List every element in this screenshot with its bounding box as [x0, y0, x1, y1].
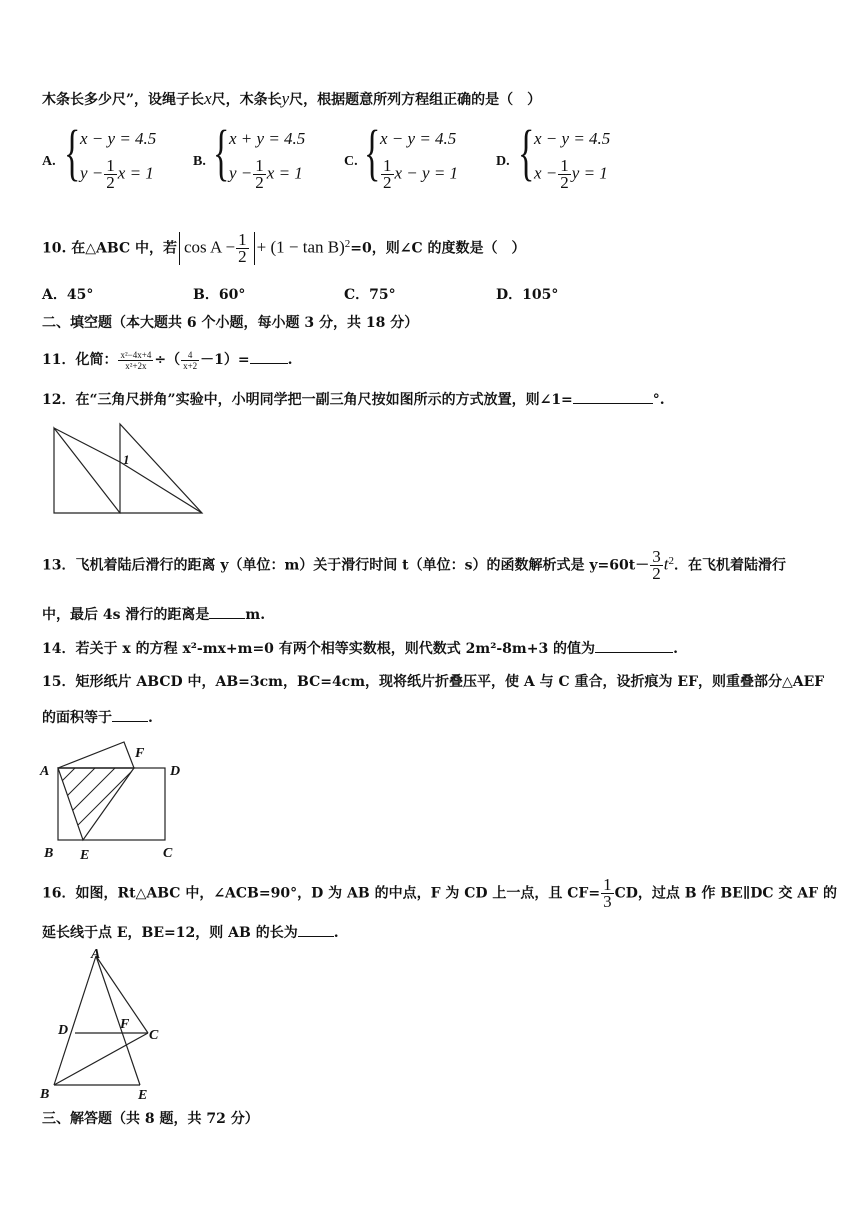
q16-point-b: B — [40, 1087, 50, 1102]
q9-option-a-brace: { — [64, 119, 81, 187]
q10-square: 2 — [344, 238, 351, 250]
q9-stem — [42, 90, 541, 109]
q9-option-c-frac-den: 2 — [383, 173, 392, 192]
q9-option-b-eq2 — [229, 158, 303, 191]
q9-option-d-eq1: x − y = 4.5 — [534, 129, 611, 148]
q11-frac1-num: x²−4x+4 — [120, 349, 152, 360]
q16-stem-line2 — [42, 922, 339, 942]
q10-stem — [42, 232, 525, 265]
q9-option-b-frac-den: 2 — [255, 173, 264, 192]
q9-stem-text: 木条长多少尺”，设绳子长 — [42, 92, 205, 108]
q13-t: t — [663, 554, 669, 574]
q15-point-f: F — [135, 746, 145, 761]
q10-option-b[interactable] — [193, 286, 245, 304]
q10-pre: 在△ABC 中，若 — [71, 240, 177, 257]
q11-frac2-num: 4 — [181, 350, 199, 361]
q14-number: 14． — [42, 641, 76, 657]
q11-pre: 化简： — [75, 352, 118, 368]
q10-option-c[interactable] — [344, 286, 396, 304]
q9-option-d-brace: { — [518, 119, 535, 187]
q13-line2-pre: 中，最后 4s 滑行的距离是 — [42, 607, 210, 623]
q15-line1: 矩形纸片 ABCD 中，AB=3cm，BC=4cm，现将纸片折叠压平，使 A 与 C 重合，设折痕为 EF，则重叠部分△AEF — [75, 674, 825, 690]
q13-stem-line1 — [42, 548, 786, 582]
q16-line1-post: CD，过点 B 作 BE∥DC 交 AF 的 — [614, 885, 837, 902]
q14-stem — [42, 638, 678, 658]
q11-frac2-den: x+2 — [183, 360, 198, 371]
q9-option-d-frac-num: 1 — [560, 156, 569, 175]
q12-angle-label: 1 — [123, 452, 130, 467]
q16-point-c: C — [149, 1028, 159, 1043]
section-3-heading: 三、解答题（共 8 题，共 72 分） — [42, 1111, 259, 1127]
q10-option-a[interactable] — [42, 286, 93, 304]
q16-end: . — [333, 925, 339, 941]
q11-stem — [42, 348, 293, 372]
q13-number: 13． — [42, 557, 76, 574]
q9-option-d-eq2-rhs: y = 1 — [571, 163, 608, 183]
q10-option-d-label: D． — [496, 287, 523, 303]
q14-end: . — [673, 641, 678, 657]
q16-line2-pre: 延长线于点 E，BE=12，则 AB 的长为 — [42, 925, 298, 941]
q9-mid2: 尺，根据题意所列方程组正确的是（ ） — [289, 92, 542, 108]
q15-overlap-triangle — [58, 768, 134, 840]
q10-plus-term: + (1 − tan B) — [256, 237, 345, 257]
q9-var-x: x — [204, 89, 212, 108]
q16-frac-num: 1 — [603, 875, 612, 894]
q13-square: 2 — [668, 555, 674, 567]
q14-text: 若关于 x 的方程 x²-mx+m=0 有两个相等实数根，则代数式 2m²-8m+3 的值为 — [75, 641, 596, 657]
q10-option-d-value: 105° — [522, 287, 559, 303]
q9-option-c-eq2 — [380, 158, 458, 191]
q10-option-a-label: A． — [42, 287, 67, 303]
q13-stem-line2 — [42, 604, 265, 624]
q12-triangle-figure — [50, 420, 210, 520]
q15-point-c: C — [163, 846, 173, 861]
q9-option-a-eq2 — [80, 158, 154, 191]
q15-point-a: A — [40, 764, 50, 779]
q16-point-d: D — [58, 1023, 69, 1038]
q15-point-e: E — [80, 848, 90, 863]
q15-point-d: D — [170, 764, 181, 779]
q15-number: 15． — [42, 674, 76, 690]
q11-number: 11． — [42, 352, 76, 368]
q11-div: ÷（ — [154, 352, 181, 368]
q9-option-b-eq2-lhs: y − — [229, 163, 253, 183]
q10-option-d[interactable] — [496, 286, 558, 304]
q10-option-c-value: 75° — [369, 287, 396, 303]
q16-frac-den: 3 — [603, 892, 612, 911]
q12-text: 在“三角尺拼角”实验中，小明同学把一副三角尺按如图所示的方式放置，则∠1= — [75, 392, 573, 408]
q9-option-a-frac-den: 2 — [106, 173, 115, 192]
q12-set-square-left — [54, 428, 120, 513]
q10-option-b-value: 60° — [218, 287, 246, 303]
q15-answer-blank[interactable] — [112, 707, 148, 722]
q11-end: . — [287, 352, 293, 368]
q9-option-c-frac-num: 1 — [383, 156, 392, 175]
q9-var-y: y — [281, 89, 290, 108]
q15-point-b: B — [44, 846, 54, 861]
q16-segment-ae — [96, 956, 140, 1085]
q10-frac-num: 1 — [238, 230, 247, 250]
q16-answer-blank[interactable] — [298, 922, 334, 937]
q10-number: 10. — [42, 240, 67, 257]
q15-line2-pre: 的面积等于 — [42, 710, 112, 726]
q13-frac-num: 3 — [652, 547, 661, 567]
q10-post: =0，则∠C 的度数是（ ） — [350, 240, 526, 257]
q9-option-a-eq1: x − y = 4.5 — [80, 129, 157, 148]
q9-option-d-frac-den: 2 — [560, 173, 569, 192]
q10-option-b-label: B． — [193, 287, 219, 303]
q12-left-hypotenuse — [54, 428, 120, 462]
q9-option-b-label: B. — [193, 154, 206, 169]
q15-rectangle-abcd — [58, 768, 165, 840]
q15-stem-line2 — [42, 707, 153, 727]
q9-option-c-brace: { — [364, 119, 381, 187]
q10-option-a-value: 45° — [66, 287, 94, 303]
q12-set-square-right — [120, 424, 202, 513]
q9-option-a-eq2-rhs: x = 1 — [117, 163, 154, 183]
q10-cos: cos A − — [183, 237, 236, 257]
q9-option-b-eq2-rhs: x = 1 — [266, 163, 303, 183]
q9-mid1: 尺，木条长 — [211, 92, 282, 108]
q16-point-e: E — [138, 1088, 148, 1103]
q13-answer-blank[interactable] — [209, 604, 245, 619]
q15-end: . — [148, 710, 153, 726]
q13-frac-den: 2 — [652, 564, 661, 584]
q16-point-a: A — [91, 947, 101, 962]
q16-point-f: F — [120, 1017, 130, 1032]
q10-option-c-label: C． — [344, 287, 370, 303]
q15-folded-flap — [58, 742, 134, 768]
section-2-heading: 二、填空题（本大题共 6 个小题，每小题 3 分，共 18 分） — [42, 315, 419, 331]
q15-stem-line1 — [42, 673, 824, 691]
q12-end: °. — [652, 392, 665, 408]
q12-answer-blank[interactable] — [573, 389, 653, 404]
q9-option-d-eq2 — [534, 158, 608, 191]
q9-option-c-eq1: x − y = 4.5 — [380, 129, 457, 148]
q12-left-hypotenuse-ext — [120, 462, 202, 513]
q11-post: －1）= — [200, 352, 250, 368]
q10-abs — [179, 232, 255, 265]
q9-option-a-label: A. — [42, 154, 56, 169]
q9-option-c-label: C. — [344, 154, 358, 169]
q13-text1: 飞机着陆后滑行的距离 y（单位：m）关于滑行时间 t（单位：s）的函数解析式是 y=60t－ — [75, 557, 650, 574]
q9-option-c-eq2-rhs: x − y = 1 — [394, 163, 459, 183]
q12-number: 12． — [42, 392, 76, 408]
q13-text2: ．在飞机着陆滑行 — [673, 557, 786, 574]
q14-answer-blank[interactable] — [595, 638, 673, 653]
q9-option-d-eq2-lhs: x − — [534, 163, 558, 183]
q16-number: 16． — [42, 885, 76, 902]
q13-line2-post: m. — [245, 607, 266, 623]
q16-stem-line1 — [42, 877, 837, 910]
q10-frac-den: 2 — [238, 247, 247, 267]
q16-line1-pre: 如图，Rt△ABC 中，∠ACB=90°，D 为 AB 的中点，F 为 CD 上一点，且 CF= — [75, 885, 601, 902]
q15-rectangle-figure — [38, 735, 188, 865]
q11-answer-blank[interactable] — [250, 349, 288, 364]
q9-option-b-frac-num: 1 — [255, 156, 264, 175]
q9-option-b-eq1: x + y = 4.5 — [229, 129, 306, 148]
q11-frac1-den: x²+2x — [125, 360, 147, 371]
q9-option-b-brace: { — [213, 119, 230, 187]
q12-stem — [42, 389, 665, 409]
q16-triangle-figure — [36, 946, 176, 1104]
q9-option-a-frac-num: 1 — [106, 156, 115, 175]
q9-option-d-label: D. — [496, 154, 510, 169]
q9-option-a-eq2-lhs: y − — [80, 163, 104, 183]
